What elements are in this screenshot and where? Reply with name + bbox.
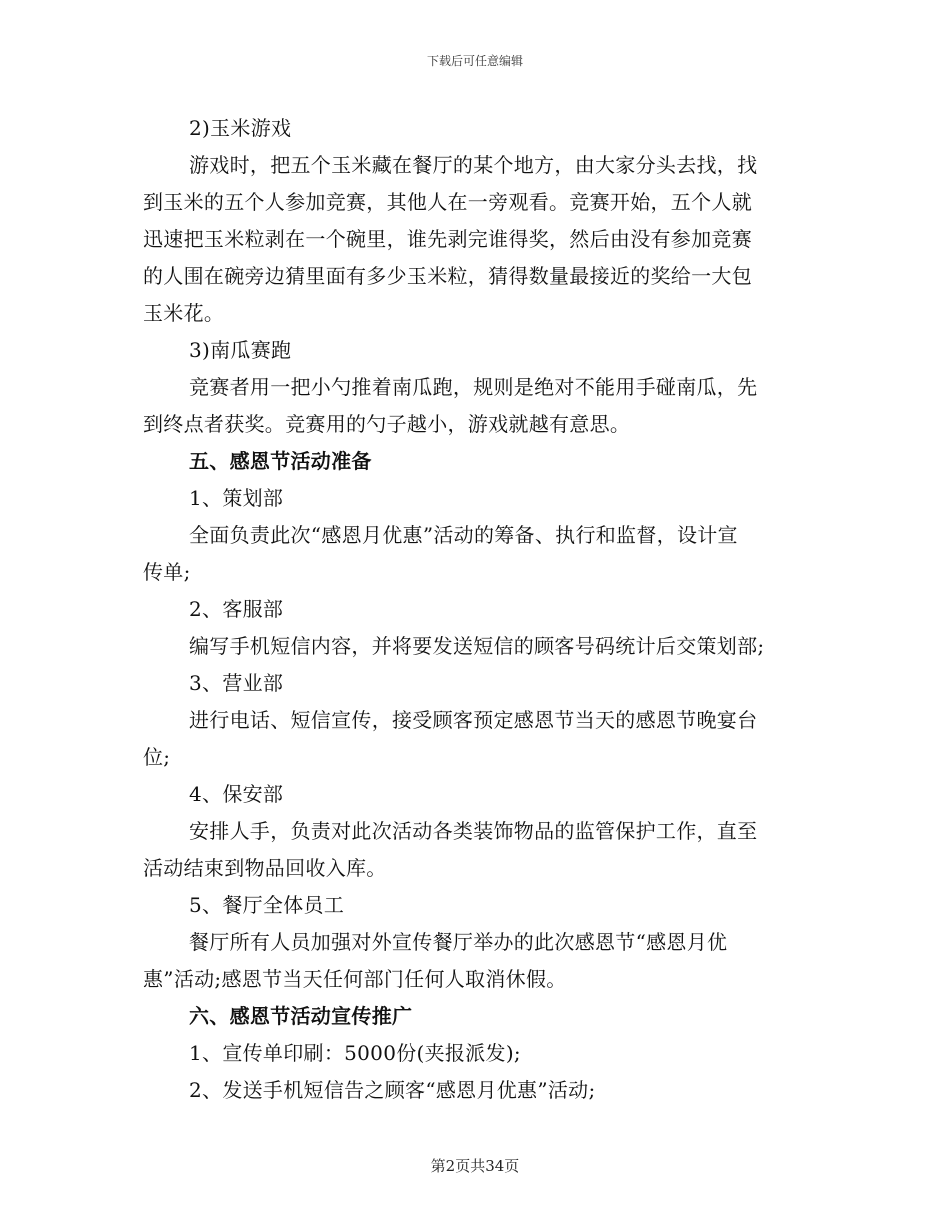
paragraph-line: 进行电话、短信宣传，接受顾客预定感恩节当天的感恩节晚宴台 [189, 708, 758, 732]
paragraph-line: 惠”活动;感恩节当天任何部门任何人取消休假。 [143, 967, 567, 991]
document-body [143, 110, 803, 1109]
paragraph-line: 竞赛者用一把小勺推着南瓜跑，规则是绝对不能用手碰南瓜，先 [189, 375, 758, 399]
item-heading-planning: 1、策划部 [189, 486, 284, 510]
paragraph-line: 全面负责此次“感恩月优惠”活动的筹备、执行和监督，设计宣 [189, 523, 738, 547]
list-item: 2、发送手机短信告之顾客“感恩月优惠”活动; [189, 1078, 596, 1102]
section-heading-promotion: 六、感恩节活动宣传推广 [189, 1004, 413, 1028]
item-heading-security: 4、保安部 [189, 782, 284, 806]
paragraph-line: 餐厅所有人员加强对外宣传餐厅举办的此次感恩节“感恩月优 [189, 930, 728, 954]
list-item: 1、宣传单印刷：5000份(夹报派发); [189, 1041, 521, 1065]
paragraph-line: 玉米花。 [143, 301, 225, 325]
paragraph-line: 的人围在碗旁边猜里面有多少玉米粒，猜得数量最接近的奖给一大包 [143, 264, 752, 288]
paragraph-line: 活动结束到物品回收入库。 [143, 856, 387, 880]
section-heading-preparation: 五、感恩节活动准备 [189, 449, 372, 473]
page-header: 下载后可任意编辑 [426, 54, 523, 68]
subheading-pumpkin-race: 3)南瓜赛跑 [189, 338, 292, 362]
paragraph-line: 传单; [143, 560, 191, 584]
item-heading-all-staff: 5、餐厅全体员工 [189, 893, 345, 917]
paragraph-line: 到终点者获奖。竞赛用的勺子越小，游戏就越有意思。 [143, 412, 631, 436]
page-number: 第2页共34页 [430, 1157, 520, 1175]
item-heading-sales: 3、营业部 [189, 671, 284, 695]
paragraph-line: 到玉米的五个人参加竞赛，其他人在一旁观看。竞赛开始，五个人就 [143, 190, 752, 214]
paragraph-line: 迅速把玉米粒剥在一个碗里，谁先剥完谁得奖，然后由没有参加竞赛 [143, 227, 752, 251]
subheading-corn-game: 2)玉米游戏 [189, 116, 292, 140]
paragraph-line: 编写手机短信内容，并将要发送短信的顾客号码统计后交策划部; [189, 634, 765, 658]
paragraph-line: 安排人手，负责对此次活动各类装饰物品的监管保护工作，直至 [189, 819, 758, 843]
item-heading-customer-service: 2、客服部 [189, 597, 284, 621]
paragraph-line: 游戏时，把五个玉米藏在餐厅的某个地方，由大家分头去找，找 [189, 153, 758, 177]
paragraph-line: 位; [143, 745, 171, 769]
